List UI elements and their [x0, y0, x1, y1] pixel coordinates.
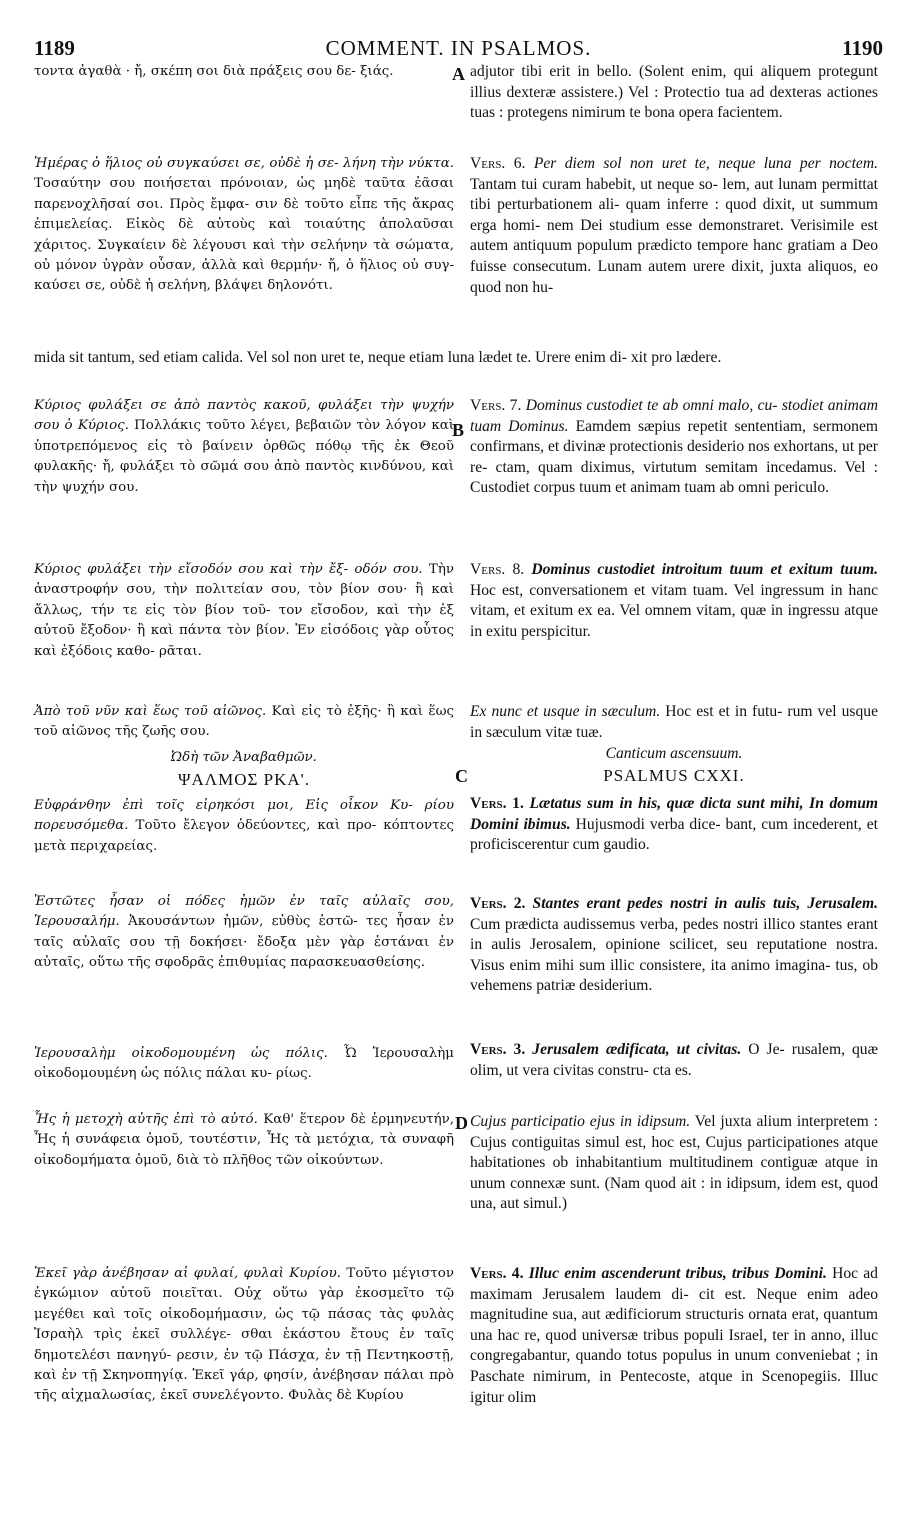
greek-text: Ἀκουσάντων ἡμῶν, εὐθὺς ἑστῶ- τες ἦσαν ἐν ταῖς αὐλαῖς σου τῇ δοκήσει· ἔδοξα μὲν γὰρ ἑστάναι ἐν αὐταῖς, οὕτω τῆς σφοδρᾶς ἐπιθυμίας παρασκευασθείσης. [34, 914, 454, 971]
greek-paragraph [34, 796, 454, 857]
greek-lemma: Εὐφράνθην ἐπὶ τοῖς εἰρηκόσι μοι, Εἰς οἶκον Κυ- ρίου πορευσόμεθα. [34, 798, 454, 834]
margin-letter-a: A [452, 64, 465, 84]
greek-text: Καθ' ἕτερον δὲ ἑρμηνευτήν, Ἧς ἡ συνάφεια ὁμοῦ, τουτέστιν, Ἧς τὰ μετόχια, τὰ συναφῆ οἰκοδομήματα ὁμοῦ, διὰ τὸ πλῆθος τῶν οἰκούντων. [34, 1112, 454, 1168]
latin-text: adjutor tibi erit in bello. (Solent enim, qui aliquem protegunt illius dexteræ assistere.) Vel : Protectio tua ad dexteras actiones tuas : protegens nimirum te bona opera facientem. [470, 63, 878, 122]
greek-lemma: Κύριος φυλάξει τὴν εἴσοδόν σου καὶ τὴν ἔξ- οδόν σου. [34, 562, 423, 577]
greek-paragraph [34, 396, 454, 498]
latin-paragraph [470, 1112, 878, 1215]
greek-text: Τοῦτο μέγιστον ἐγκώμιον αὐτοῦ ποιεῖται. Οὐχ οὕτω γὰρ ἐκοσμεῖτο τῷ μεγέθει καὶ τοῖς οἰκοδομήμασιν, ὡς τῷ πάσας τὰς φυλὰς Ἰσραὴλ τρὶς ἐκεῖ συλλέγε- σθαι ἑκάστου ἔτους ἐν ταῖς δημοτελέσι πανηγύ- ρεσιν, ἐν τῷ Πάσχα, ἐν τῇ Πεντηκοστῇ, καὶ ἐν τῇ Σκηνοπηγίᾳ. Ἐκεῖ γάρ, φησίν, ἀνέβησαν πάλαι πρὸ τῆς αἰχμαλωσίας, ἐκεῖ συνελέγοντο. Φυλὰς δὲ Κυρίου [34, 1266, 454, 1404]
verse-number: Vers. 7. [470, 397, 522, 414]
greek-paragraph [34, 1110, 454, 1171]
verse-number: Vers. 6. [470, 155, 526, 172]
latin-lemma: Cujus participatio ejus in idipsum. [470, 1113, 691, 1130]
ode-title: Ὠδὴ τῶν Ἀναβαθμῶν. [171, 750, 317, 765]
latin-lemma: Dominus custodiet introitum tuum et exitum tuum. [531, 561, 878, 578]
greek-paragraph [34, 560, 454, 662]
greek-text: Τοῦτο ἔλεγον ὁδεύοντες, καὶ προ- κόπτοντες μετὰ περιχαρείας. [34, 818, 454, 854]
verse-number: Vers. 4. [470, 1265, 524, 1282]
psalm-title-latin: PSALMUS CXXI. [603, 766, 745, 785]
greek-text: Πολλάκις τοῦτο λέγει, βεβαιῶν τὸν λόγον καὶ ὑποτρεπόμενος εἰς τὸ βαίνειν ὀρθῶς πόθῳ τῆς ἐκ Θεοῦ φυλακῆς· ἤ, φυλάξει τὸ σῶμά σου ἀπὸ παντὸς κινδύνου, καὶ τὴν ψυχήν σου. [34, 418, 454, 495]
greek-lemma: Ἡμέρας ὁ ἥλιος οὐ συγκαύσει σε, οὐδὲ ἡ σε- λήνη τὴν νύκτα. [34, 156, 454, 171]
latin-text: Cum prædicta audissemus verba, pedes nostri illico stantes erant in aulis Jerosalem, opinione scilicet, seu reputatione nostra. Visus enim mihi sum illic consistere, ita animo imagina- tus, ob vehemens patriæ desiderium. [470, 915, 878, 995]
latin-lemma: Lætatus sum in his, quæ dicta sunt mihi, In domum Domini ibimus. [470, 795, 878, 833]
margin-letter-c: C [455, 766, 468, 786]
latin-paragraph [470, 62, 878, 124]
greek-lemma: Κύριος φυλάξει σε ἀπὸ παντὸς κακοῦ, φυλάξει τὴν ψυχήν σου ὁ Κύριος. [34, 398, 454, 434]
latin-paragraph [470, 1040, 878, 1081]
greek-text: Ὦ Ἱερουσαλὴμ οἰκοδομουμένη ὡς πόλις πάλαι κυ- ρίως. [34, 1046, 455, 1082]
greek-lemma: Ἱερουσαλὴμ οἰκοδομουμένη ὡς πόλις. [34, 1046, 328, 1061]
latin-text: Hoc est, conversationem et vitam tuam. Vel ingressum in hanc vitam, et exitum ex ea. Vel omnem vitam, quæ in ingressu atque in exitu perspicitur. [470, 581, 878, 640]
running-title: COMMENT. IN PSALMOS. [325, 36, 592, 60]
margin-letter-d: D [455, 1113, 468, 1133]
latin-text: O Je- rusalem, quæ olim, ut vera civitas constru- cta es. [470, 1041, 879, 1079]
greek-paragraph [34, 702, 454, 743]
verse-number: Vers. 2. [470, 895, 526, 912]
greek-text: Καὶ εἰς τὸ ἐξῆς· ἢ καὶ ἕως τοῦ αἰῶνος τῆς ζωῆς σου. [34, 704, 455, 740]
latin-paragraph [470, 396, 878, 499]
latin-text: Eamdem sæpius repetit sententiam, sermonem confirmans, et divinæ protectionis desiderio nos exhortans, ut per re- ctam, quam diximus, virtutum semitam incedamus. Vel : Custodiet corpus tuum et animam tuam ab omni periculo. [470, 417, 878, 497]
greek-lemma: Ἑστῶτες ἦσαν οἱ πόδες ἡμῶν ἐν ταῖς αὐλαῖς σου, Ἱερουσαλήμ. [34, 894, 454, 930]
margin-letter-b: B [452, 420, 465, 440]
latin-lemma: Jerusalem ædificata, ut civitas. [532, 1041, 742, 1058]
latin-lemma: Stantes erant pedes nostri in aulis tuis, Jerusalem. [532, 895, 878, 912]
greek-paragraph [34, 154, 454, 297]
greek-text: τοντα ἀγαθὰ · ἤ, σκέπη σοι διὰ πράξεις σου δε- ξιάς. [34, 64, 394, 79]
page-number-right: 1190 [842, 36, 883, 60]
latin-text: Tantam tui curam habebit, ut neque so- lem, aut lunam permittat tibi perturbationem ali- quam inferre : quod dixit, ut summum erga homi- nem Dei studium esse demonstraret. Verisimile est autem antiquum populum prædicto tempore hanc gratiam a Deo fuisse consecutum. Lunam autem urere dixit, juxta aliquos, eo quod non hu- [470, 175, 878, 296]
greek-lemma: Ἐκεῖ γὰρ ἀνέβησαν αἱ φυλαί, φυλαὶ Κυρίου. [34, 1266, 342, 1281]
latin-paragraph [470, 154, 878, 298]
greek-paragraph [34, 892, 454, 974]
greek-lemma: Ἀπὸ τοῦ νῦν καὶ ἕως τοῦ αἰῶνος. [34, 704, 267, 719]
page-number-left: 1189 [34, 36, 75, 60]
latin-paragraph [470, 894, 878, 997]
latin-paragraph [470, 794, 878, 856]
latin-text: Hoc est et in futu- rum vel usque in sæculum vitæ tuæ. [470, 703, 878, 741]
latin-lemma: Illuc enim ascenderunt tribus, tribus Domini. [528, 1265, 827, 1282]
latin-paragraph [470, 702, 878, 743]
latin-text: Hoc ad maximam Jerusalem laudem di- cit est. Neque enim adeo magnitudine sua, aut ædificiorum structuris ornata erat, quantum una hac re, quod universæ tribus populi Israel, ter in anno, illuc congregabantur, quando totus populus in unum conveniebat ; in Paschate nimirum, in Pentecoste, atque in Scenopegiis. Illuc igitur olim [470, 1265, 878, 1406]
latin-paragraph [470, 1264, 878, 1408]
verse-number: Vers. 8. [470, 561, 525, 578]
latin-lemma: Per diem sol non uret te, neque luna per noctem. [533, 155, 878, 172]
greek-paragraph [34, 62, 454, 82]
verse-number: Vers. 1. [470, 795, 524, 812]
greek-text: Τὴν ἀναστροφήν σου, τὴν πολιτείαν σου, τὸν βίον σου· ἢ καὶ ἄλλως, τήν τε εἰς τὸν βίον τοῦ- τον εἴσοδον, καὶ τὴν ἐξ αὐτοῦ ἔξοδον· ἢ καὶ πάντα τὸν βίον. Ἐν εἰσόδοις γὰρ οὗτος καὶ ἐξόδοις καθο- ρᾶται. [34, 562, 454, 659]
greek-text: Τοσαύτην σου ποιήσεται πρόνοιαν, ὡς μηδὲ ταῦτα ἐᾶσαι παρενοχλῆσαί σοι. Πρὸς ἔμφα- σιν δὲ τοῦτο εἶπε τῆς ἄκρας ἐπιμελείας. Εἰκὸς δὲ αὐτοὺς καὶ τοιαύτης ἀπολαῦσαι χάριτος. Συγκαίειν δὲ λέγουσι καὶ τὴν σελήνην τὰ σώματα, οὐ μόνον ὑγρὰν οὖσαν, ἀλλὰ καὶ θερμήν· ἤ, ὁ ἥλιος οὐ συγ- καύσει σε, οὐδὲ ἡ σελήνη, βλάψει δηλονότι. [34, 176, 454, 294]
greek-lemma: Ἧς ἡ μετοχὴ αὐτῆς ἐπὶ τὸ αὐτό. [34, 1112, 258, 1127]
greek-paragraph [34, 1264, 454, 1407]
latin-lemma: Ex nunc et usque in sæculum. [470, 703, 661, 720]
psalm-title-greek: ΨΑΛΜΟΣ ΡΚΑ'. [177, 770, 310, 789]
latin-lemma: Dominus custodiet te ab omni malo, cu- stodiet animam tuam Dominus. [470, 397, 878, 435]
latin-text: Hujusmodi verba dice- bant, cum incederent, et proficiscerentur cum gaudio. [470, 815, 878, 854]
latin-text: Vel juxta alium interpretem : Cujus contiguitas simul est, hoc est, Cujus participationes atque habitationes ob inhabitantium multitudinem contiguæ atque in unum connexæ sunt. (Nam quod ait : in idipsum, idem est, quod una, aut simul.) [470, 1113, 878, 1213]
latin-bridge-text: mida sit tantum, sed etiam calida. Vel sol non uret te, neque etiam luna lædet te. Urere enim di- xit pro lædere. [34, 349, 722, 366]
latin-paragraph [470, 560, 878, 642]
greek-paragraph [34, 1044, 454, 1085]
canticum-title: Canticum ascensuum. [605, 745, 743, 762]
verse-number: Vers. 3. [470, 1041, 526, 1058]
